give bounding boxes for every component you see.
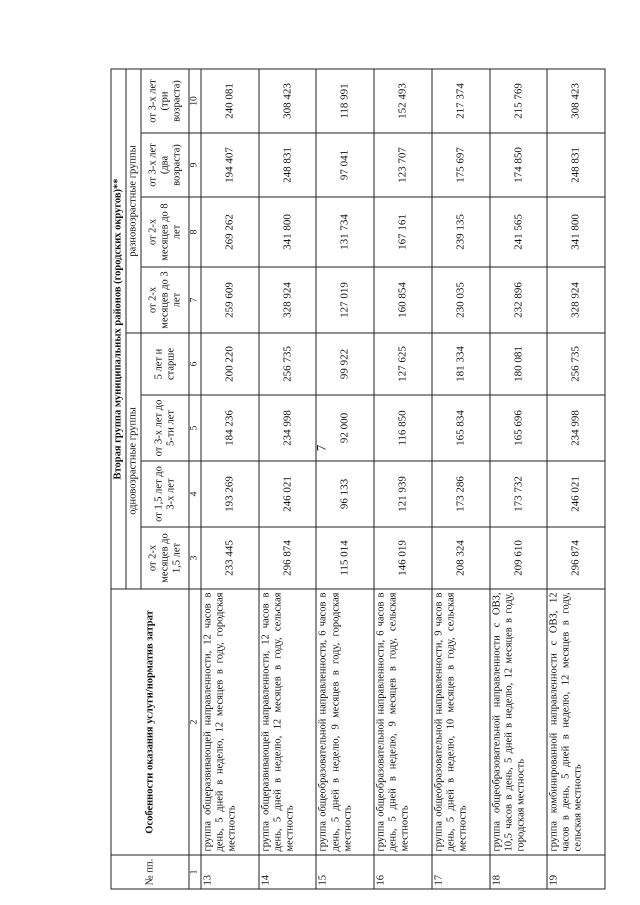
row-value: 296 874 [547,527,605,589]
page-number: 7 [313,444,329,452]
row-number: 13 [201,855,259,889]
row-value: 341 800 [547,197,605,267]
cost-norms-table [111,68,606,889]
row-value: 230 035 [432,267,490,333]
row-value: 248 831 [547,133,605,197]
row-description: группа общеобразовательной направленности с ОВЗ, 10,5 часов в день, 5 дней в неделю, 12 месяцев в году, городская местность [490,589,548,855]
header-num: № пп. [111,855,189,889]
index-cell: 4 [189,461,201,527]
index-cell: 6 [189,333,201,395]
index-cell: 10 [189,69,201,133]
row-value: 241 565 [490,197,548,267]
row-value: 174 850 [490,133,548,197]
row-value: 232 896 [490,267,548,333]
header-single-age: одновозрастные группы [126,333,141,589]
row-value: 173 286 [432,461,490,527]
row-number: 16 [374,855,432,889]
row-value: 184 236 [201,395,259,461]
row-value: 92 000 [316,395,374,461]
row-description: группа общеобразовательной направленности, 9 часов в день, 5 дней в неделю, 10 месяцев в году, сельская местность [432,589,490,855]
row-value: 131 734 [316,197,374,267]
row-value: 296 874 [259,527,317,589]
row-value: 127 625 [374,333,432,395]
row-value: 180 081 [490,333,548,395]
row-value: 165 834 [432,395,490,461]
row-value: 259 609 [201,267,259,333]
row-value: 217 374 [432,69,490,133]
row-value: 200 220 [201,333,259,395]
table-row [432,69,490,889]
row-value: 173 732 [490,461,548,527]
row-value: 233 445 [201,527,259,589]
row-value: 165 696 [490,395,548,461]
index-cell: 8 [189,197,201,267]
header-sub: от 2-х месяцев до 8 лет [141,197,189,267]
row-value: 193 269 [201,461,259,527]
row-value: 308 423 [259,69,317,133]
header-sub: от 2-х месяцев до 1,5 лет [141,527,189,589]
row-value: 328 924 [547,267,605,333]
row-value: 194 407 [201,133,259,197]
row-value: 239 135 [432,197,490,267]
row-value: 256 735 [547,333,605,395]
row-description: группа комбинированной направленности с ОВЗ, 12 часов в день, 5 дней в неделю, 12 месяцев в году, сельская местность [547,589,605,855]
table-row [316,69,374,889]
header-sub: от 1,5 лет до 3-х лет [141,461,189,527]
table-row [547,69,605,889]
index-cell: 3 [189,527,201,589]
row-description: группа общеобразовательной направленности, 6 часов в день, 5 дней в неделю, 9 месяцев в году, городская местность [316,589,374,855]
table-row [374,69,432,889]
row-number: 18 [490,855,548,889]
row-number: 15 [316,855,374,889]
row-value: 240 081 [201,69,259,133]
row-value: 97 041 [316,133,374,197]
row-value: 167 161 [374,197,432,267]
index-cell: 5 [189,395,201,461]
row-value: 246 021 [259,461,317,527]
row-value: 127 019 [316,267,374,333]
row-value: 215 769 [490,69,548,133]
row-value: 181 334 [432,333,490,395]
row-value: 328 924 [259,267,317,333]
row-value: 160 854 [374,267,432,333]
row-value: 269 262 [201,197,259,267]
header-desc: Особенности оказания услуги/норматив затрат [111,589,189,855]
row-value: 246 021 [547,461,605,527]
header-sub: от 2-х месяцев до 3 лет [141,267,189,333]
row-value: 146 019 [374,527,432,589]
header-sub: 5 лет и старше [141,333,189,395]
header-group-title: Вторая группа муниципальных районов (городских округов)** [111,69,126,589]
row-number: 14 [259,855,317,889]
table-row [201,69,259,889]
row-value: 234 998 [547,395,605,461]
row-value: 121 939 [374,461,432,527]
row-value: 123 707 [374,133,432,197]
row-value: 115 014 [316,527,374,589]
index-cell: 7 [189,267,201,333]
header-sub: от 3-х лет до 5-ти лет [141,395,189,461]
row-value: 175 697 [432,133,490,197]
row-number: 17 [432,855,490,889]
row-value: 341 800 [259,197,317,267]
row-number: 19 [547,855,605,889]
header-sub: от 3-х лет (три возраста) [141,69,189,133]
row-value: 99 922 [316,333,374,395]
row-value: 234 998 [259,395,317,461]
row-value: 248 831 [259,133,317,197]
table-row [490,69,548,889]
index-cell: 2 [189,589,201,855]
row-description: группа общеразвивающей направленности, 12 часов в день, 5 дней в неделю, 12 месяцев в году, сельская местность [259,589,317,855]
row-value: 96 133 [316,461,374,527]
row-description: группа общеобразовательной направленности, 6 часов в день, 5 дней в неделю, 9 месяцев в году, сельская местность [374,589,432,855]
row-value: 116 850 [374,395,432,461]
header-sub: от 3-х лет (два возраста) [141,133,189,197]
row-value: 118 991 [316,69,374,133]
row-value: 208 324 [432,527,490,589]
row-value: 209 610 [490,527,548,589]
row-value: 256 735 [259,333,317,395]
row-description: группа общеразвивающей направленности, 12 часов в день, 5 дней в неделю, 12 месяцев в году, городская местность [201,589,259,855]
rotated-table-container [111,70,606,890]
header-multi-age: разновозрастные группы [126,69,141,333]
row-value: 308 423 [547,69,605,133]
table-row [259,69,317,889]
row-value: 152 493 [374,69,432,133]
index-cell: 9 [189,133,201,197]
index-cell: 1 [189,855,201,889]
